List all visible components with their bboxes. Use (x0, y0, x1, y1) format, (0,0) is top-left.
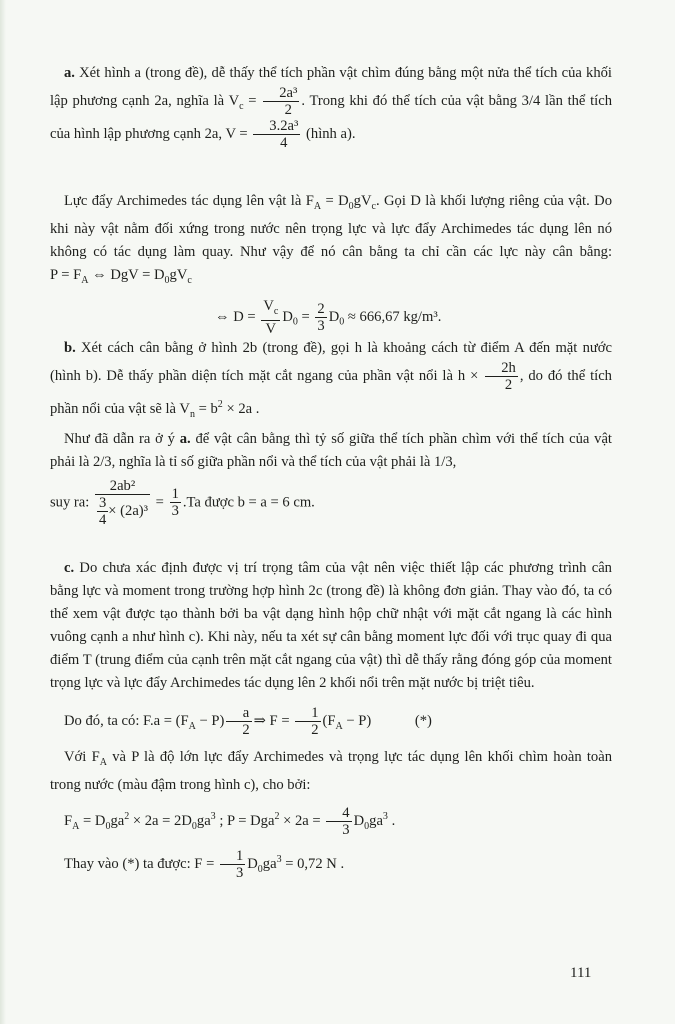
part-a-para1 (50, 62, 612, 151)
page-number: 111 (570, 965, 592, 981)
part-c-text1: Do chưa xác định được vị trí trọng tâm của vật nên việc thiết lập các phương trình cân bằng lực và moment trong trường hợp hình 2c (trong đề) là không đơn giản. Thay vào đó, ta có thể xem vật được tạo thành bởi ba vật dạng hình hộp chữ nhật với mặt cắt ngang là các hình vuông cạnh a như hình c). Khi này, nếu ta xét sự cân bằng moment lực đối với trục quay đi qua điểm T (trung điểm của cạnh trên mặt cắt ngang của vật) thì dễ thấy rằng đóng góp của moment trọng lực và lực đẩy Archimedes tác dụng lên 2 khối nổi trên mặt nước bị triệt tiêu. (50, 560, 612, 691)
part-a-label: a. (64, 65, 75, 81)
eq-density-line: ⇔ D = $\frac{V_c}{V}$ $D_0$ = $\frac{2}{3}$ $D_0 \approx 666,67$ kg/m³. (215, 297, 442, 337)
eq-ratio-line: suy ra: 2ab² $\frac{3}{4}$ × (2a)³ = $\frac{1}{3}$ .Ta được b = a = 6 cm. (50, 477, 315, 528)
part-a-text3: (hình a). (306, 125, 356, 142)
eq-star: (*) (414, 712, 432, 729)
eq-area: h × $\frac{2h}{2}$ , (457, 360, 524, 393)
part-b-result: .Ta được b = a = 6 cm. (182, 494, 315, 511)
part-a-para2-start: Lực đẩy Archimedes tác dụng lên vật là (64, 193, 302, 209)
part-b-label: b. (64, 340, 76, 356)
part-b-text3: Như đã dẫn ra ở ý (64, 430, 175, 447)
eq-final-line: Thay vào (*) ta được: F = $\frac{1}{3}$ $D_0ga^3 = 0,72$ N . (64, 847, 345, 881)
eq-fa-p-line: $F_A = D_0ga^2 \times 2a = 2D_0ga^3$ ; P = Dga$^2$ × 2a = $\frac{4}{3}$ $D_0ga^3$ . (64, 804, 396, 838)
part-c-voi-text: và P là độ lớn lực đẩy Archimedes và trọng lực tác dụng lên khối chìm hoàn toàn trong nước (màu đậm trong hình c), cho bởi: (50, 749, 612, 793)
part-c: c. Do chưa xác định được vị trí trọng tâm của vật nên việc thiết lập các phương trình cân bằng lực và moment trong trường hợp hình 2c (trong đề) là không đơn giản. Thay vào đó, ta có thể xem vật được tạo thành bởi ba vật dạng hình hộp chữ nhật với mặt cắt ngang là các hình vuông cạnh a như hình c). Khi này, nếu ta xét sự cân bằng moment lực đối với trục quay đi qua điểm T (trung điểm của cạnh trên mặt cắt ngang của vật) thì dễ thấy rằng đóng góp của moment trọng lực và lực đẩy Archimedes tác dụng lên 2 khối nổi trên mặt nước bị triệt tiêu. Do đó, ta có: $F.a = (F_A - P)$ $\frac{a}{2}$ ⇒ F = $\frac{1}{2}$ $(F_A - P)$ (*) Với $F_A$ và P là độ lớn lực đẩy Archimedes và trọng lực tác dụng lên khối chìm hoàn toàn trong nước (màu đậm trong hình c), cho bởi: $F_A = D_0ga^2 \times 2a = 2D_0ga^3$ ; P = Dga$^2$ × 2a = $\frac{4}{3}$ $D_0ga^3$ . Thay vào (*) ta được: F = $\frac{1}{3}$ $D_0ga^3 = 0,72$ N . (50, 560, 612, 881)
part-b-text2: do đó thể tích phần nổi của vật sẽ là (50, 367, 612, 417)
part-a (50, 62, 612, 151)
eq-vn: $V_n = b^2 \times 2a$ . (179, 399, 260, 420)
part-a-para2 (50, 190, 612, 337)
eq-balance: $P = F_A$ ⇔ DgV = $D_0gV_c$ (50, 266, 192, 286)
frac-vc: $\frac{\text{2a³}}{2}$ (263, 85, 299, 118)
part-b-text3-end: để vật cân bằng thì tỷ số giữa thể tích phần chìm với thể tích của vật phải là 2/3, nghĩa là tỉ số giữa phần nổi và thể tích của vật phải là 1/3, (50, 430, 612, 470)
part-b-text1: Xét cách cân bằng ở hình 2b (trong đề), gọi h là khoảng cách từ điểm A đến mặt nước (hình b). Dễ thấy phần diện tích mặt cắt ngang của phần vật nổi là (50, 340, 612, 384)
frac-v: $\frac{\text{3.2a³}}{4}$ (253, 118, 300, 151)
page-edge-shadow (0, 0, 6, 1024)
frac-ratio: 2ab² $\frac{3}{4}$ × (2a)³ (95, 478, 150, 528)
eq-final-result: = 0,72 N . (285, 855, 345, 872)
part-a-text2: . Trong khi đó thể tích của vật bằng 3/4 lần thể tích của hình lập phương cạnh 2a, (50, 92, 612, 142)
eq-fa: $F_A = D_0gV_c$ (305, 193, 376, 212)
eq-density-result: ≈ 666,67 kg/m³. (347, 308, 442, 325)
part-a-para2-mid: . Gọi D là khối lượng riêng của vật. Do khi này vật nằm đối xứng trong nước nên trọng lực và lực đẩy Archimedes tác dụng lên nó không có tác dụng làm quay. Như vậy để nó cân bằng ta chỉ cần các lực này cân bằng: (50, 193, 612, 260)
eq-moment-line: Do đó, ta có: $F.a = (F_A - P)$ $\frac{a}{2}$ ⇒ F = $\frac{1}{2}$ $(F_A - P)$ (*) (64, 705, 432, 738)
part-b (50, 337, 612, 528)
part-a-text1: Xét hình a (trong đề), dễ thấy thể tích phần vật chìm đúng bằng một nửa thể tích của khối lập phương cạnh 2a, nghĩa là (50, 65, 612, 109)
part-b-ref: a. (179, 430, 191, 447)
eq-v: V = $\frac{\text{3.2a³}}{4}$ (225, 118, 299, 151)
eq-vc: $V_c$ = $\frac{\text{2a³}}{2}$ (228, 85, 298, 118)
part-c-label: c. (64, 560, 75, 576)
